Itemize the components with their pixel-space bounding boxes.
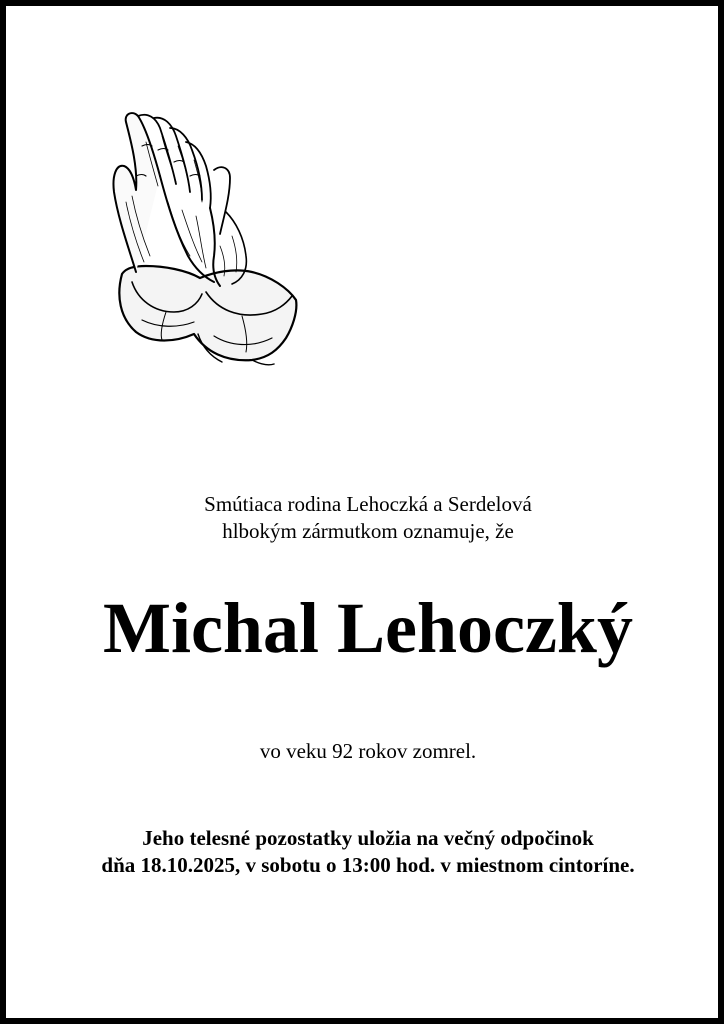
intro-line-family: Smútiaca rodina Lehoczká a Serdelová bbox=[204, 492, 532, 516]
intro-line-announcement: hlbokým zármutkom oznamuje, že bbox=[222, 519, 514, 543]
age-line: vo veku 92 rokov zomrel. bbox=[259, 739, 477, 763]
praying-hands-icon bbox=[102, 106, 302, 368]
burial-line-1: Jeho telesné pozostatky uložia na večný odpočinok bbox=[142, 826, 594, 850]
deceased-name: Michal Lehoczký bbox=[103, 588, 633, 668]
burial-line-2: dňa 18.10.2025, v sobotu o 13:00 hod. v miestnom cintoríne. bbox=[101, 853, 635, 877]
